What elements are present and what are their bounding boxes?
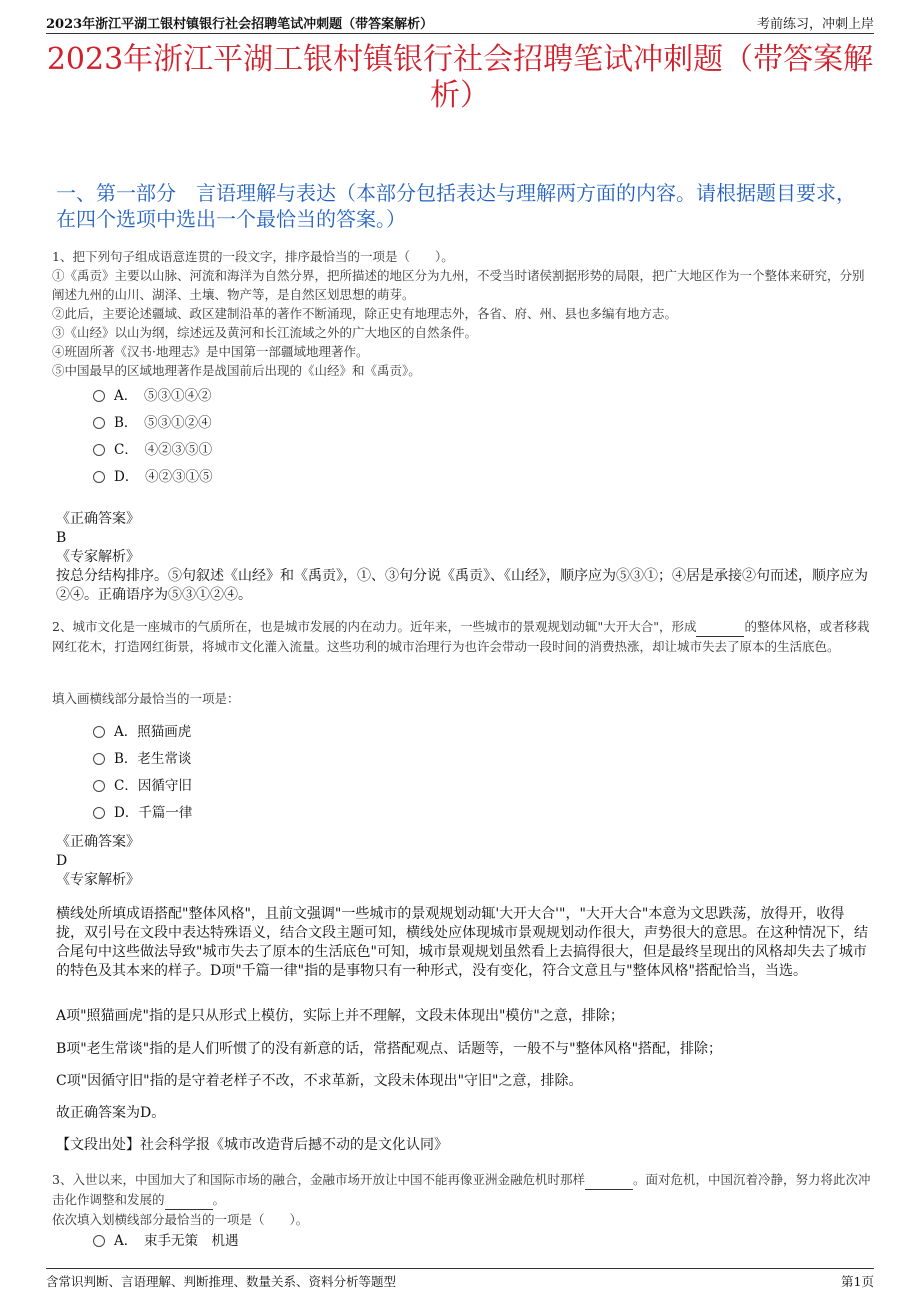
question-2 xyxy=(52,617,874,656)
question-1-line-5: ⑤中国最早的区域地理著作是战国前后出现的《山经》和《禹贡》。 xyxy=(52,363,421,378)
answer-value: D xyxy=(56,853,68,869)
analysis-label: 《专家解析》 xyxy=(56,549,140,565)
page-header xyxy=(46,11,874,31)
option-label: A． 束手无策 机遇 xyxy=(114,1233,239,1249)
section-heading: 一、第一部分 言语理解与表达（本部分包括表达与理解两方面的内容。请根据题目要求，在四个选项中选出一个最恰当的答案。） xyxy=(56,181,856,231)
q2-option-b[interactable] xyxy=(93,748,191,770)
analysis-text: 按总分结构排序。⑤句叙述《山经》和《禹贡》，①、③句分说《禹贡》、《山经》，顺序应为⑤③①；④居是承接②句而述，顺序应为②④。正确语序为⑤③①②④。 xyxy=(56,568,868,603)
stem-part-3: 。 xyxy=(212,1192,226,1207)
q2-analysis-paragraph-1: 横线处所填成语搭配"整体风格"，且前文强调"一些城市的景观规划动辄'大开大合'"，"大开大合"本意为文思跌荡，放得开，收得拢，双引号在文段中表达特殊语义，结合文段主题可知，横线处应体现城市景观规划动作很大，声势很大的意思。在这种情况下，结合尾句中这些做法导致"城市失去了原本的生活底色"可知，城市景观规划虽然看上去搞得很大，但是最终呈现出的风格却失去了城市的特色及其本来的样子。D项"千篇一律"指的是事物只有一种形式，没有变化，符合文意且与"整体风格"搭配恰当，当选。 xyxy=(56,906,868,979)
question-2-prompt: 填入画横线部分最恰当的一项是： xyxy=(52,691,240,706)
option-label: B． ⑤③①②④ xyxy=(114,415,212,431)
option-label: C．因循守旧 xyxy=(114,778,192,794)
page-number: 第1页 xyxy=(841,1274,874,1289)
blank xyxy=(165,1190,213,1210)
stem-part-1: 2、城市文化是一座城市的气质所在，也是城市发展的内在动力。近年来，一些城市的景观规划动辄"大开大合"，形成 xyxy=(52,619,697,634)
stem-part-1: 3、入世以来，中国加大了和国际市场的融合，金融市场开放让中国不能再像亚洲金融危机时那样 xyxy=(52,1172,585,1187)
question-3 xyxy=(52,1170,874,1229)
q1-option-a[interactable] xyxy=(93,385,212,407)
radio-icon[interactable] xyxy=(93,780,105,792)
answer-value: B xyxy=(56,530,67,546)
radio-icon[interactable] xyxy=(93,390,105,402)
radio-icon[interactable] xyxy=(93,807,105,819)
question-1-line-2: ②此后，主要论述疆域、政区建制沿革的著作不断涌现，除正史有地理志外，各省、府、州、县也多编有地方志。 xyxy=(52,306,678,321)
question-3-prompt: 依次填入划横线部分最恰当的一项是（ ）。 xyxy=(52,1212,309,1227)
document-title: 2023年浙江平湖工银村镇银行社会招聘笔试冲刺题（带答案解析） xyxy=(46,42,874,113)
q2-analysis-paragraph-2: A项"照猫画虎"指的是只从形式上模仿，实际上并不理解，文段未体现出"模仿"之意，排除； xyxy=(56,1008,624,1024)
q2-source: 【文段出处】社会科学报《城市改造背后撼不动的是文化认同》 xyxy=(56,1137,448,1153)
question-2-stem xyxy=(52,617,874,656)
analysis-label: 《专家解析》 xyxy=(56,872,140,888)
option-label: D． ④②③①⑤ xyxy=(114,469,213,485)
option-label: D．千篇一律 xyxy=(114,805,193,821)
q2-analysis-paragraph-3: B项"老生常谈"指的是人们听惯了的没有新意的话，常搭配观点、话题等，一般不与"整体风格"搭配，排除； xyxy=(56,1041,723,1057)
radio-icon[interactable] xyxy=(93,753,105,765)
header-title: 2023年浙江平湖工银村镇银行社会招聘笔试冲刺题（带答案解析） xyxy=(46,17,434,32)
blank xyxy=(696,617,744,637)
radio-icon[interactable] xyxy=(93,726,105,738)
q2-option-c[interactable] xyxy=(93,775,192,797)
question-3-stem xyxy=(52,1170,874,1210)
radio-icon[interactable] xyxy=(93,1235,105,1247)
q2-option-a[interactable] xyxy=(93,721,191,743)
option-label: B．老生常谈 xyxy=(114,751,192,767)
q3-option-a[interactable] xyxy=(93,1230,239,1252)
q1-option-d[interactable] xyxy=(93,466,213,488)
q2-option-d[interactable] xyxy=(93,802,192,824)
q2-analysis-paragraph-5: 故正确答案为D。 xyxy=(56,1105,166,1121)
radio-icon[interactable] xyxy=(93,471,105,483)
question-1 xyxy=(52,247,874,380)
answer-label: 《正确答案》 xyxy=(56,834,140,850)
radio-icon[interactable] xyxy=(93,444,105,456)
option-label: C． ④②③⑤① xyxy=(114,442,213,458)
header-divider xyxy=(46,33,874,34)
footer-description: 含常识判断、言语理解、判断推理、数量关系、资料分析等题型 xyxy=(46,1274,397,1289)
option-label: A． ⑤③①④② xyxy=(114,388,212,404)
header-slogan: 考前练习，冲刺上岸 xyxy=(756,17,874,32)
footer-divider xyxy=(46,1268,874,1269)
stem-part-2: 的整体风格，或者移栽网红花木，打造网红街景，将城市文化灌入流量。这些功利的城市治理行为也许会带动一段时间的消费热涨，却让城市失去了原本的生活底色。 xyxy=(52,619,870,654)
stem-part-2: 。面对危机，中国沉着冷静，努力将此次冲击化作调整和发展的 xyxy=(52,1172,871,1207)
question-1-line-3: ③《山经》以山为纲，综述远及黄河和长江流域之外的广大地区的自然条件。 xyxy=(52,325,478,340)
q2-analysis-paragraph-4: C项"因循守旧"指的是守着老样子不改，不求革新，文段未体现出"守旧"之意，排除。 xyxy=(56,1073,583,1089)
option-label: A．照猫画虎 xyxy=(114,724,192,740)
question-1-stem: 1、把下列句子组成语意连贯的一段文字，排序最恰当的一项是（ ）。 xyxy=(52,249,454,264)
blank xyxy=(585,1170,633,1190)
question-1-line-1: ①《禹贡》主要以山脉、河流和海洋为自然分界，把所描述的地区分为九州，不受当时诸侯割据形势的局限，把广大地区作为一个整体来研究，分别阐述九州的山川、湖泽、土壤、物产等，是自然区划思想的萌芽。 xyxy=(52,268,865,302)
question-1-line-4: ④班固所著《汉书·地理志》是中国第一部疆域地理著作。 xyxy=(52,344,369,359)
q2-answer-block xyxy=(56,833,870,890)
q1-option-b[interactable] xyxy=(93,412,212,434)
radio-icon[interactable] xyxy=(93,417,105,429)
answer-label: 《正确答案》 xyxy=(56,511,140,527)
q1-answer-block xyxy=(56,510,870,605)
q1-option-c[interactable] xyxy=(93,439,212,461)
